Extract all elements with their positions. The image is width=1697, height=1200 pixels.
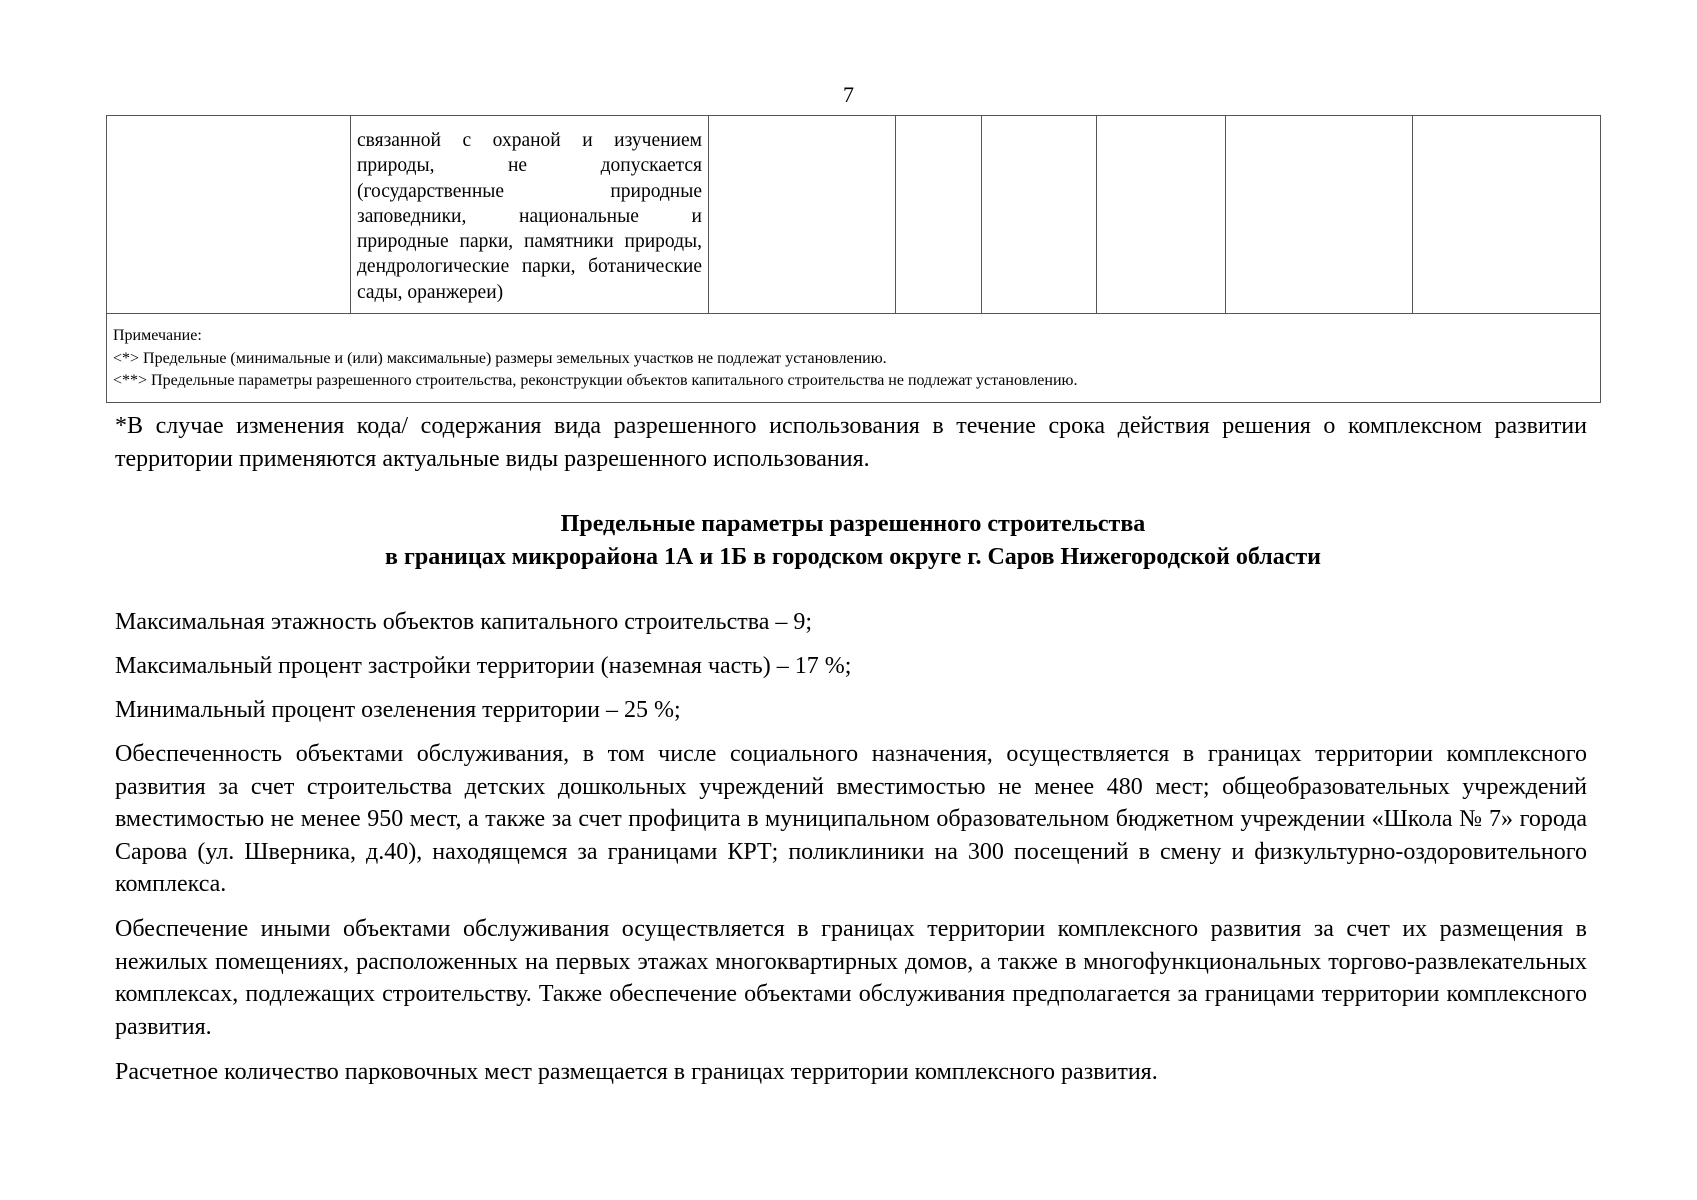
heading-line-2: в границах микрорайона 1А и 1Б в городском округе г. Саров Нижегородской области <box>385 543 1321 570</box>
note-line-2: <**> Предельные параметры разрешенного строительства, реконструкции объектов капитального строительства не подлежат установлению. <box>113 372 1078 390</box>
note-line-1: <*> Предельные (минимальные и (или) максимальные) размеры земельных участков не подлежат установлению. <box>113 349 887 367</box>
table-row <box>107 116 1601 314</box>
paragraph-min-greenery: Минимальный процент озеленения территории – 25 %; <box>115 697 681 723</box>
table-cell-empty <box>982 116 1097 314</box>
table-cell-empty <box>1226 116 1413 314</box>
table-cell-empty <box>709 116 896 314</box>
table-cell-empty <box>1413 116 1601 314</box>
table-note-row <box>107 314 1601 403</box>
paragraph-other-facilities: Обеспечение иными объектами обслуживания осуществляется в границах территории комплексного развития за счет их размещения в нежилых помещениях, расположенных на первых этажах многоквартирных домов, а также в многофункциональных торгово-развлекательных комплексах, подлежащих строительству. Также обеспечение объектами обслуживания предполагается за границами территории комплексного развития. <box>115 916 1587 1040</box>
table-note-cell <box>107 314 1601 403</box>
table-cell-empty <box>896 116 982 314</box>
page-number: 7 <box>843 82 854 107</box>
paragraph-max-coverage: Максимальный процент застройки территории (наземная часть) – 17 %; <box>115 653 852 679</box>
table-cell-empty <box>1097 116 1226 314</box>
section-heading <box>106 508 1600 573</box>
heading-line-1: Предельные параметры разрешенного строительства <box>560 511 1146 537</box>
paragraph-parking: Расчетное количество парковочных мест размещается в границах территории комплексного развития. <box>115 1059 1158 1085</box>
note-title: Примечание: <box>113 327 202 345</box>
land-use-table <box>106 115 1601 403</box>
paragraph-social-facilities: Обеспеченность объектами обслуживания, в том числе социального назначения, осуществляется в границах территории комплексного развития за счет строительства детских дошкольных учреждений вместимостью не менее 480 мест; общеобразовательных учреждений вместимостью не менее 950 мест, а также за счет профицита в муниципальном образовательном бюджетном учреждении «Школа № 7» города Сарова (ул. Шверника, д.40), находящемся за границами КРТ; поликлиники на 300 посещений в смену и физкультурно-оздоровительного комплекса. <box>115 741 1587 897</box>
table-cell-empty <box>107 116 351 314</box>
footnote: *В случае изменения кода/ содержания вида разрешенного использования в течение срока действия решения о комплексном развитии территории применяются актуальные виды разрешенного использования. <box>115 413 1587 472</box>
paragraph-max-floors: Максимальная этажность объектов капитального строительства – 9; <box>115 609 813 635</box>
table-cell-description: связанной с охраной и изучением природы, не допускается (государственные природные заповедники, национальные и природные парки, памятники природы, дендрологические парки, ботанические сады, оранжереи) <box>351 116 709 314</box>
